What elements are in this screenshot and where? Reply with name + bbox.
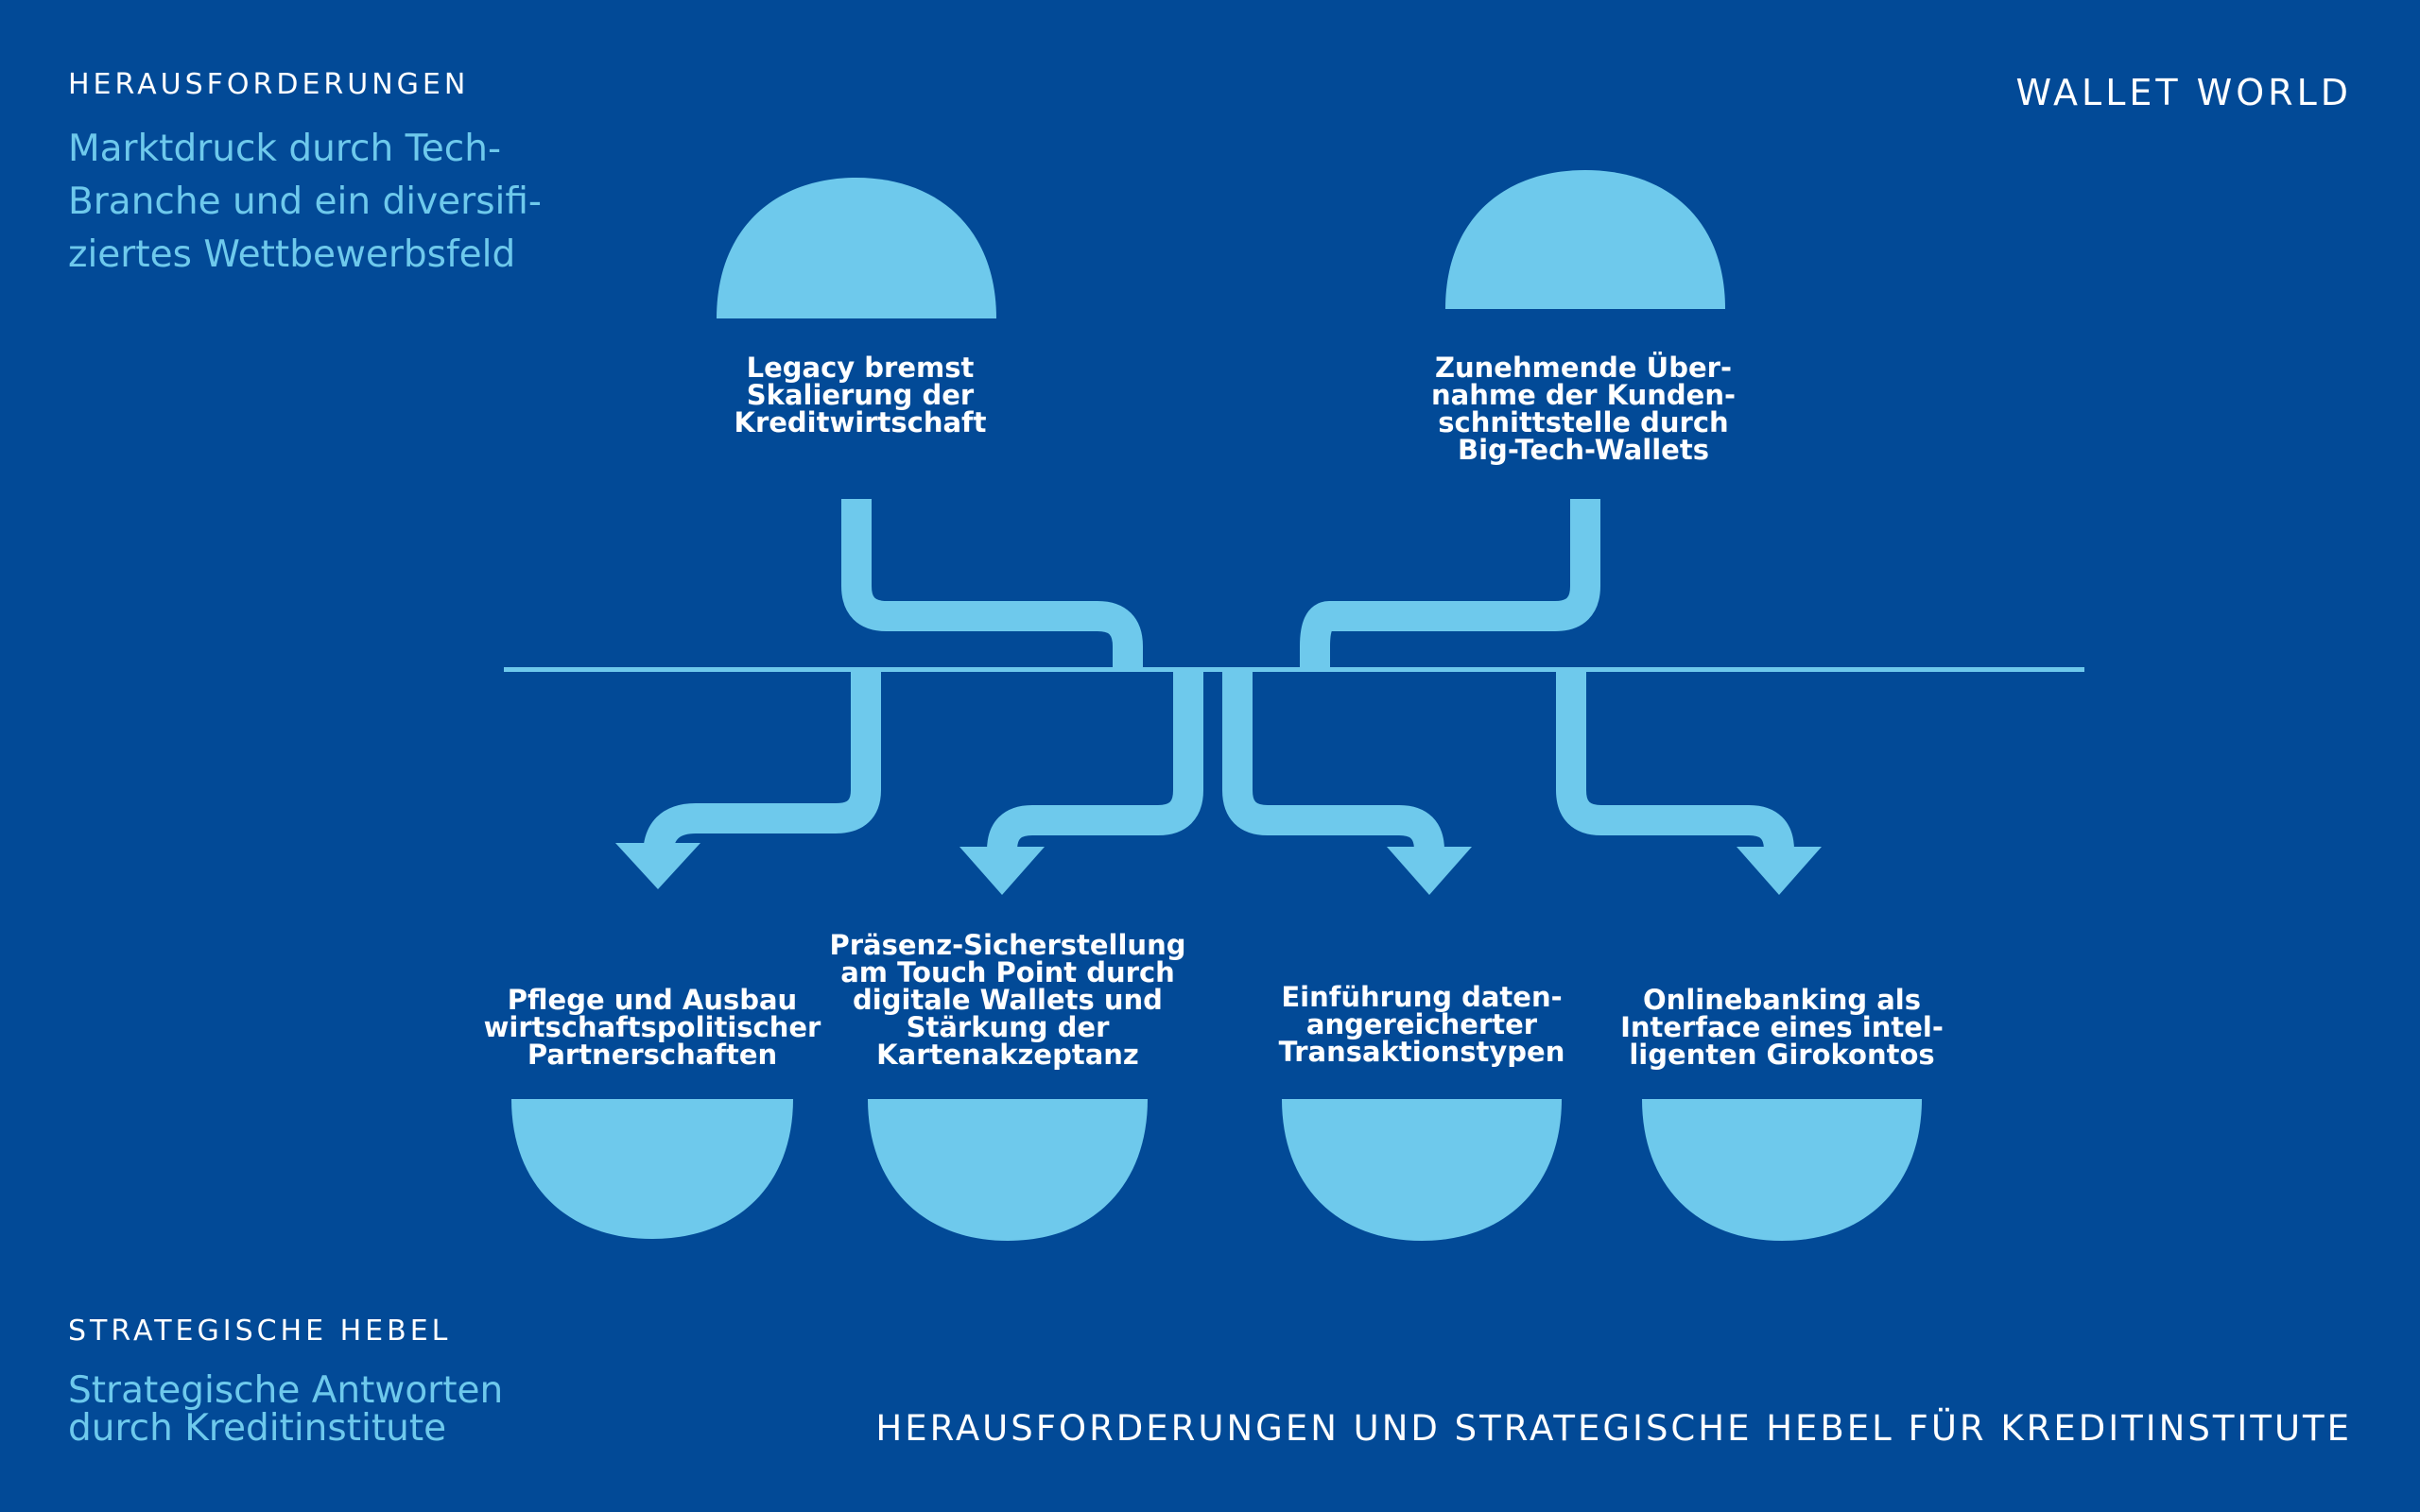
challenge-node-2-dome [1445,170,1725,309]
levers-lead: Strategische Antworten durch Kreditinstitute [68,1369,504,1450]
lever-node-3-bowl [1282,1099,1562,1241]
levers-kicker: STRATEGISCHE HEBEL [68,1314,452,1348]
lever-node-1-label: Pflege und Ausbau wirtschaftspolitischer Partnerschaften [483,984,821,1071]
connector-lever-4 [1571,672,1779,850]
lever-node-3-label: Einführung daten- angereicherter Transaktionstypen [1278,981,1565,1068]
challenge-node-1-label: Legacy bremst Skalierung der Kreditwirtschaft [734,352,987,438]
connector-challenge-2 [1315,499,1585,669]
arrowhead-lever-4 [1737,847,1822,895]
arrowhead-lever-1 [615,843,700,889]
lever-node-2-label: Präsenz-Sicherstellung am Touch Point durch digitale Wallets und Stärkung der Kartenakzeptanz [829,929,1186,1071]
lever-node-4-label: Onlinebanking als Interface eines intel- ligenten Girokontos [1620,984,1944,1071]
connector-lever-2 [1002,672,1188,850]
challenge-node-1-dome [717,178,996,318]
arrowhead-lever-3 [1387,847,1472,895]
connector-lever-3 [1237,672,1429,850]
lever-node-4-bowl [1642,1099,1922,1241]
arrowhead-lever-2 [959,847,1045,895]
lever-node-1-bowl [511,1099,793,1239]
connector-challenge-1 [856,499,1128,669]
challenges-lead: Marktdruck durch Tech- Branche und ein diversifi- ziertes Wettbewerbsfeld [68,128,542,276]
challenges-kicker: HERAUSFORDERUNGEN [68,68,470,101]
lever-node-2-bowl [868,1099,1148,1241]
footer-title: HERAUSFORDERUNGEN UND STRATEGISCHE HEBEL FÜR KREDITINSTITUTE [875,1408,2352,1449]
connector-lever-1 [658,672,866,856]
brand-title: WALLET WORLD [2015,72,2352,113]
challenge-node-2-label: Zunehmende Über- nahme der Kunden- schnittstelle durch Big-Tech-Wallets [1430,352,1737,466]
divider-line [504,667,2084,672]
